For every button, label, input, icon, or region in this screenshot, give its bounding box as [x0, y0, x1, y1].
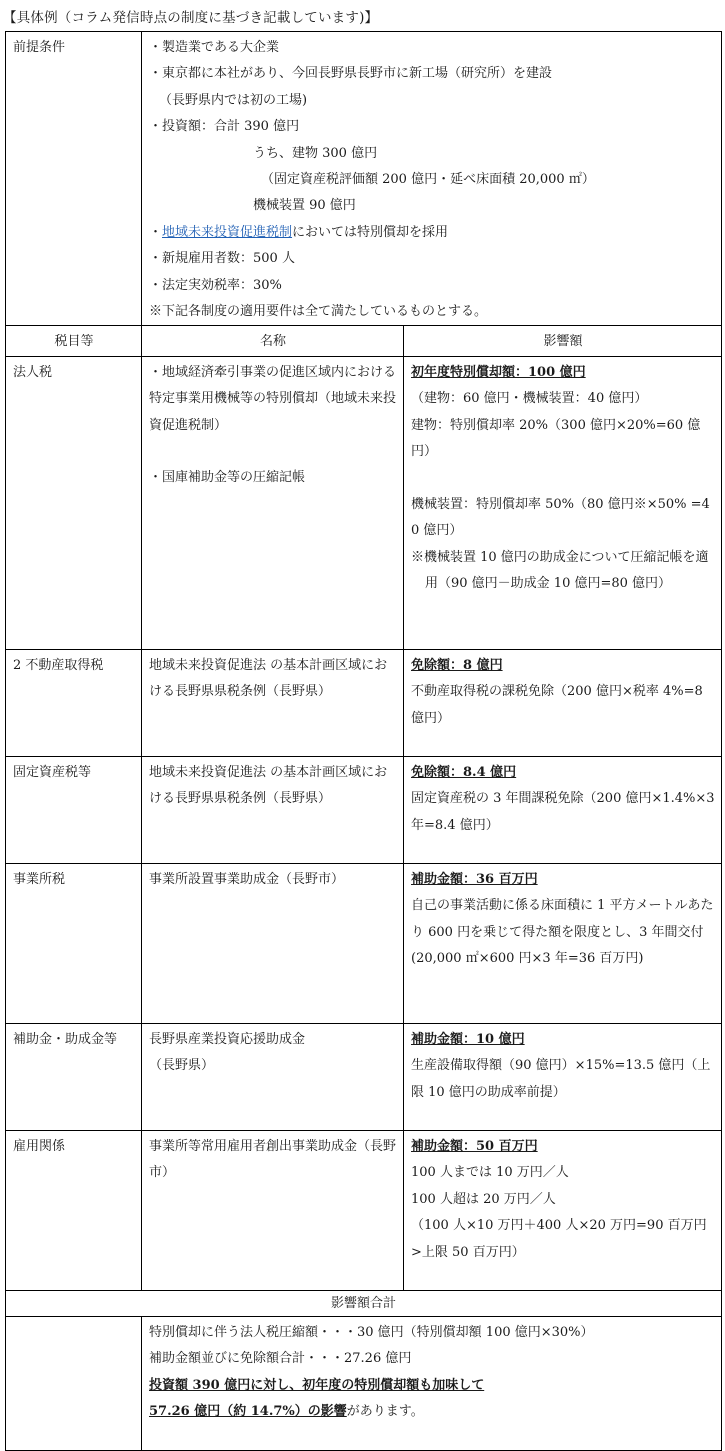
premise-line: （長野県内では初の工場) [159, 92, 308, 108]
table-row [6, 356, 722, 649]
tax-incentive-table [5, 31, 722, 1451]
premise-line: ・投資額：合計 390 億円 [149, 119, 300, 135]
row-category: 2 不動産取得税 [6, 649, 142, 756]
table-row [6, 863, 722, 1023]
row-name: ・地域経済牽引事業の促進区域内における特定事業用機械等の特別償却（地域未来投資促進税制） ・国庫補助金等の圧縮記帳 [142, 356, 404, 649]
total-row [6, 1316, 722, 1450]
premise-line: うち、建物 300 億円 [253, 145, 378, 161]
total-header-row [6, 1290, 722, 1316]
premise-content [142, 32, 722, 326]
premise-line: 機械装置 90 億円 [253, 198, 356, 214]
premise-link-line: ・地域未来投資促進税制においては特別償却を採用 [149, 224, 449, 240]
total-summary-bold: 投資額 390 億円に対し、初年度の特別償却額も加味して [149, 1377, 485, 1393]
impact-title: 補助金額：50 百万円 [411, 1138, 538, 1154]
row-impact: 補助金額：10 億円 生産設備取得額（90 億円）×15%=13.5 億円（上限 10 億円の助成率前提） [404, 1023, 722, 1130]
premise-line: ・東京都に本社があり、今回長野県長野市に新工場（研究所）を建設 [149, 66, 553, 82]
header-impact: 影響額 [404, 326, 722, 356]
premise-line: ・法定実効税率：30% [149, 277, 282, 293]
total-line-corporate-tax: 特別償却に伴う法人税圧縮額・・・30 億円（特別償却額 100 億円×30%） [149, 1324, 594, 1340]
premise-row [6, 32, 722, 326]
row-category: 補助金・助成金等 [6, 1023, 142, 1130]
impact-title: 免除額：8.4 億円 [411, 764, 517, 780]
row-impact: 補助金額：36 百万円 自己の事業活動に係る床面積に 1 平方メートルあたり 600 円を乗じて得た額を限度とし、3 年間交付(20,000 ㎡×600 円×3 年=36 百万円) [404, 863, 722, 1023]
header-row [6, 326, 722, 356]
total-content: 特別償却に伴う法人税圧縮額・・・30 億円（特別償却額 100 億円×30%） 補助金額並びに免除額合計・・・27.26 億円 投資額 390 億円に対し、初年度の特別償却額も加味して 57.26 億円（約 14.7%）の影響があります。 [142, 1316, 722, 1450]
row-impact: 免除額：8.4 億円 固定資産税の 3 年間課税免除（200 億円×1.4%×3 年=8.4 億円） [404, 756, 722, 863]
row-impact: 免除額：8 億円 不動産取得税の課税免除（200 億円×税率 4%=8 億円） [404, 649, 722, 756]
total-header: 影響額合計 [6, 1290, 722, 1316]
row-category: 法人税 [6, 356, 142, 649]
row-category: 事業所税 [6, 863, 142, 1023]
row-name: 地域未来投資促進法 の基本計画区域における長野県県税条例（長野県） [142, 649, 404, 756]
premise-note: ※下記各制度の適用要件は全て満たしているものとする。 [149, 304, 488, 320]
premise-label: 前提条件 [6, 32, 142, 326]
row-category: 雇用関係 [6, 1130, 142, 1290]
header-name: 名称 [142, 326, 404, 356]
row-impact: 初年度特別償却額：100 億円 （建物：60 億円・機械装置：40 億円） 建物：特別償却率 20%（300 億円×20%=60 億円） 機械装置：特別償却率 50%（80 億円※×50% =40 億円） ※機械装置 10 億円の助成金について圧縮記帳を適用（90 億円－助成金 10 億円=80 億円） [404, 356, 722, 649]
header-tax-category: 税目等 [6, 326, 142, 356]
table-row [6, 1130, 722, 1290]
row-name: 地域未来投資促進法 の基本計画区域における長野県県税条例（長野県） [142, 756, 404, 863]
row-impact: 補助金額：50 百万円 100 人までは 10 万円／人 100 人超は 20 万円／人 （100 人×10 万円＋400 人×20 万円=90 百万円>上限 50 百万円） [404, 1130, 722, 1290]
total-impact-bold: 57.26 億円（約 14.7%）の影響 [149, 1404, 347, 1420]
impact-title: 補助金額：36 百万円 [411, 871, 538, 887]
row-name: 事業所等常用雇用者創出事業助成金（長野市） [142, 1130, 404, 1290]
impact-title: 補助金額：10 億円 [411, 1031, 525, 1047]
table-row [6, 1023, 722, 1130]
table-row [6, 756, 722, 863]
document-caption: 【具体例（コラム発信時点の制度に基づき記載しています)】 [3, 10, 379, 26]
row-name: 長野県産業投資応援助成金 （長野県） [142, 1023, 404, 1130]
premise-line: （固定資産税評価額 200 億円・延べ床面積 20,000 ㎡） [261, 172, 595, 188]
total-empty-cell [6, 1316, 142, 1450]
row-name: 事業所設置事業助成金（長野市） [142, 863, 404, 1023]
table-row [6, 649, 722, 756]
total-line-subsidy: 補助金額並びに免除額合計・・・27.26 億円 [149, 1351, 412, 1367]
premise-line: ・製造業である大企業 [149, 40, 280, 55]
row-category: 固定資産税等 [6, 756, 142, 863]
impact-title: 免除額：8 億円 [411, 657, 503, 673]
premise-line: ・新規雇用者数：500 人 [149, 251, 295, 267]
regional-future-investment-tax-link[interactable]: 地域未来投資促進税制 [162, 224, 293, 240]
impact-title: 初年度特別償却額：100 億円 [411, 364, 586, 380]
